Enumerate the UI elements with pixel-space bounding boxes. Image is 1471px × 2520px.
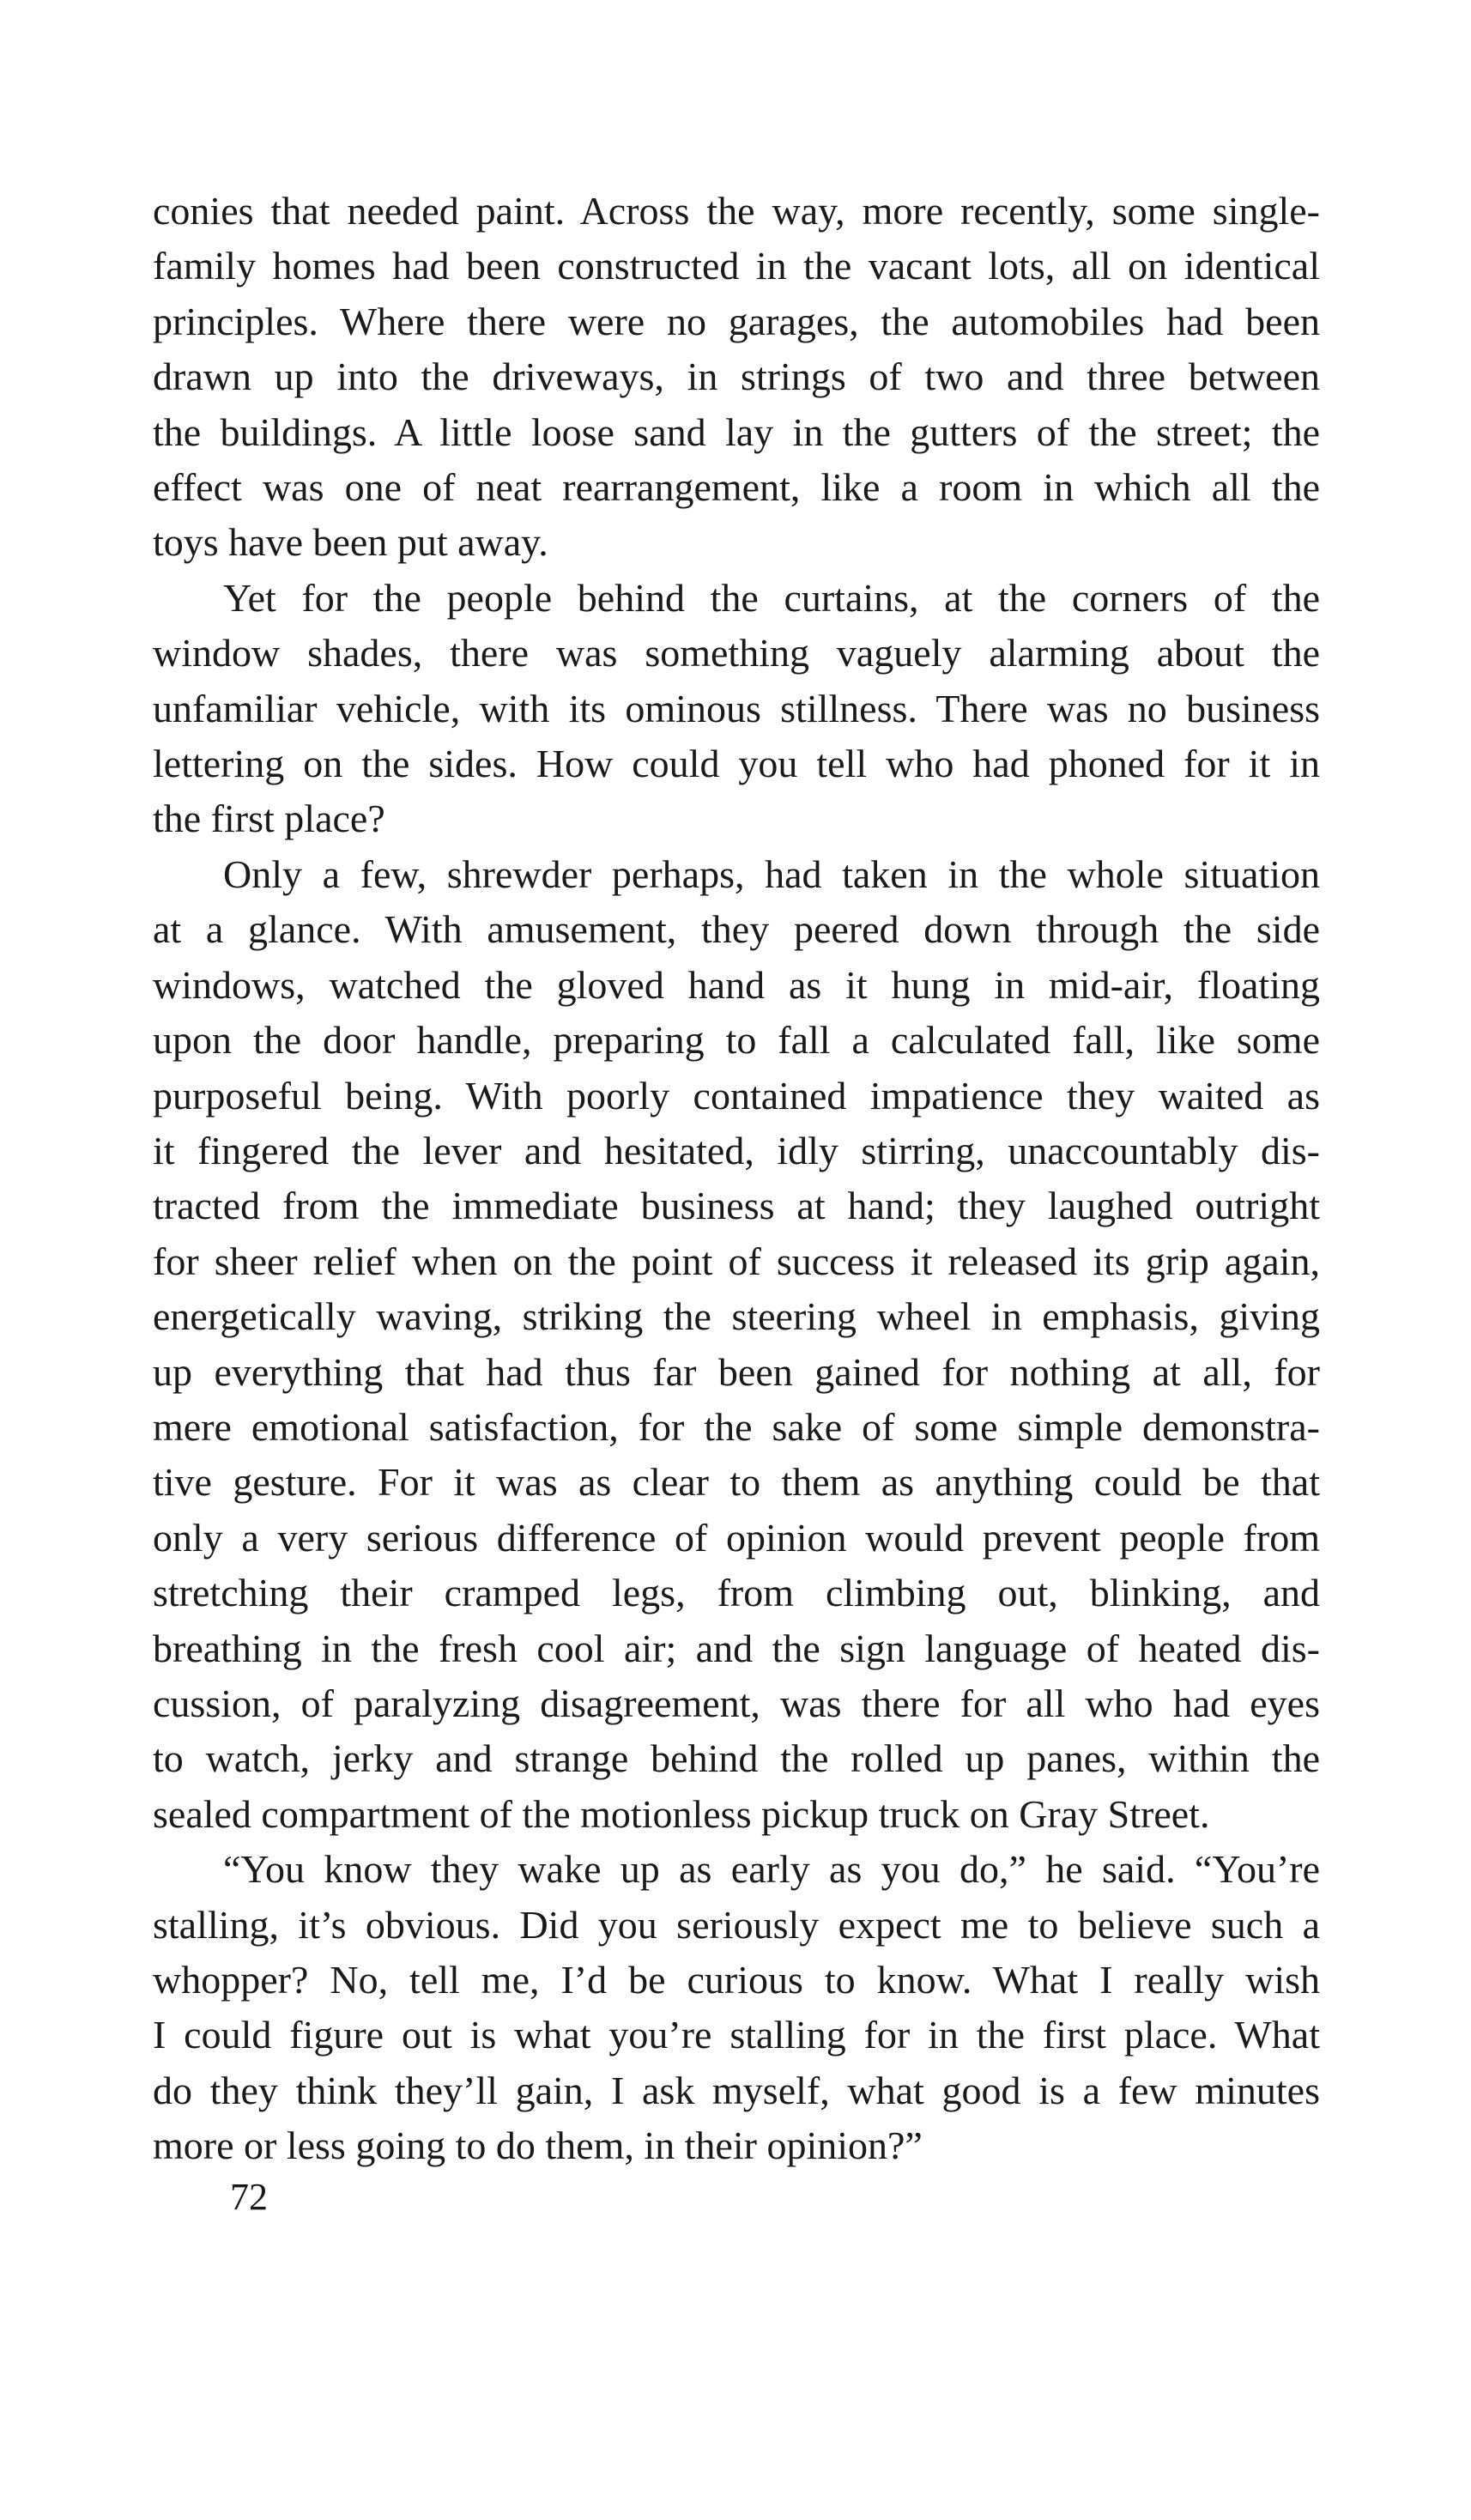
text-line: unfamiliar vehicle, with its ominous stillness. There was no business — [153, 686, 1320, 730]
text-line: energetically waving, striking the steering wheel in emphasis, giving — [153, 1294, 1320, 1339]
page-body — [153, 184, 1320, 2484]
text-line: family homes had been constructed in the vacant lots, all on identical — [153, 244, 1320, 288]
text-line: stretching their cramped legs, from climbing out, blinking, and — [153, 1571, 1320, 1615]
text-line: I could figure out is what you’re stalling for in the first place. What — [153, 2013, 1320, 2057]
text-line: Only a few, shrewder perhaps, had taken in the whole situation — [223, 851, 1320, 896]
paragraph-p1 — [153, 184, 1320, 571]
paragraph-p2 — [153, 571, 1320, 847]
text-line: the buildings. A little loose sand lay in the gutters of the street; the — [153, 409, 1320, 454]
page-number: 72 — [230, 2176, 268, 2218]
text-line: at a glance. With amusement, they peered down through the side — [153, 907, 1320, 952]
text-line: to watch, jerky and strange behind the rolled up panes, within the — [153, 1736, 1320, 1781]
text-line: breathing in the fresh cool air; and the sign language of heated dis- — [153, 1626, 1320, 1670]
text-line: window shades, there was something vaguely alarming about the — [153, 631, 1320, 675]
text-line: effect was one of neat rearrangement, like a room in which all the — [153, 465, 1320, 510]
text-line: tive gesture. For it was as clear to them as anything could be that — [153, 1460, 1320, 1505]
text-line: up everything that had thus far been gained for nothing at all, for — [153, 1349, 1320, 1394]
text-line: drawn up into the driveways, in strings of two and three between — [153, 354, 1320, 399]
text-line: “You know they wake up as early as you do,” he said. “You’re — [223, 1847, 1320, 1892]
text-line: more or less going to do them, in their opinion?” — [153, 2123, 923, 2168]
text-line: toys have been put away. — [153, 520, 548, 565]
text-line: upon the door handle, preparing to fall a calculated fall, like some — [153, 1018, 1320, 1063]
text-line: for sheer relief when on the point of success it released its grip again, — [153, 1239, 1320, 1283]
paragraph-p4 — [153, 1842, 1320, 2173]
text-line: sealed compartment of the motionless pickup truck on Gray Street. — [153, 1791, 1210, 1836]
text-line: conies that needed paint. Across the way, more recently, some single- — [153, 189, 1320, 233]
text-line: mere emotional satisfaction, for the sake of some simple demonstra- — [153, 1404, 1320, 1449]
text-line: do they think they’ll gain, I ask myself, what good is a few minutes — [153, 2068, 1320, 2112]
text-line: purposeful being. With poorly contained impatience they waited as — [153, 1073, 1320, 1118]
text-line: lettering on the sides. How could you tell who had phoned for it in — [153, 742, 1320, 786]
text-line: cussion, of paralyzing disagreement, was there for all who had eyes — [153, 1681, 1320, 1725]
text-line: the first place? — [153, 797, 385, 841]
text-line: stalling, it’s obvious. Did you seriously expect me to believe such a — [153, 1902, 1320, 1947]
text-line: tracted from the immediate business at hand; they laughed outright — [153, 1184, 1320, 1228]
text-line: whopper? No, tell me, I’d be curious to know. What I really wish — [153, 1958, 1320, 2002]
text-line: only a very serious difference of opinion would prevent people from — [153, 1515, 1320, 1560]
text-line: it fingered the lever and hesitated, idly stirring, unaccountably dis- — [153, 1128, 1320, 1172]
paragraph-p3 — [153, 847, 1320, 1842]
text-line: Yet for the people behind the curtains, at the corners of the — [223, 575, 1320, 620]
text-body — [153, 184, 1320, 2174]
text-line: windows, watched the gloved hand as it hung in mid-air, floating — [153, 962, 1320, 1007]
text-line: principles. Where there were no garages, the automobiles had been — [153, 299, 1320, 343]
